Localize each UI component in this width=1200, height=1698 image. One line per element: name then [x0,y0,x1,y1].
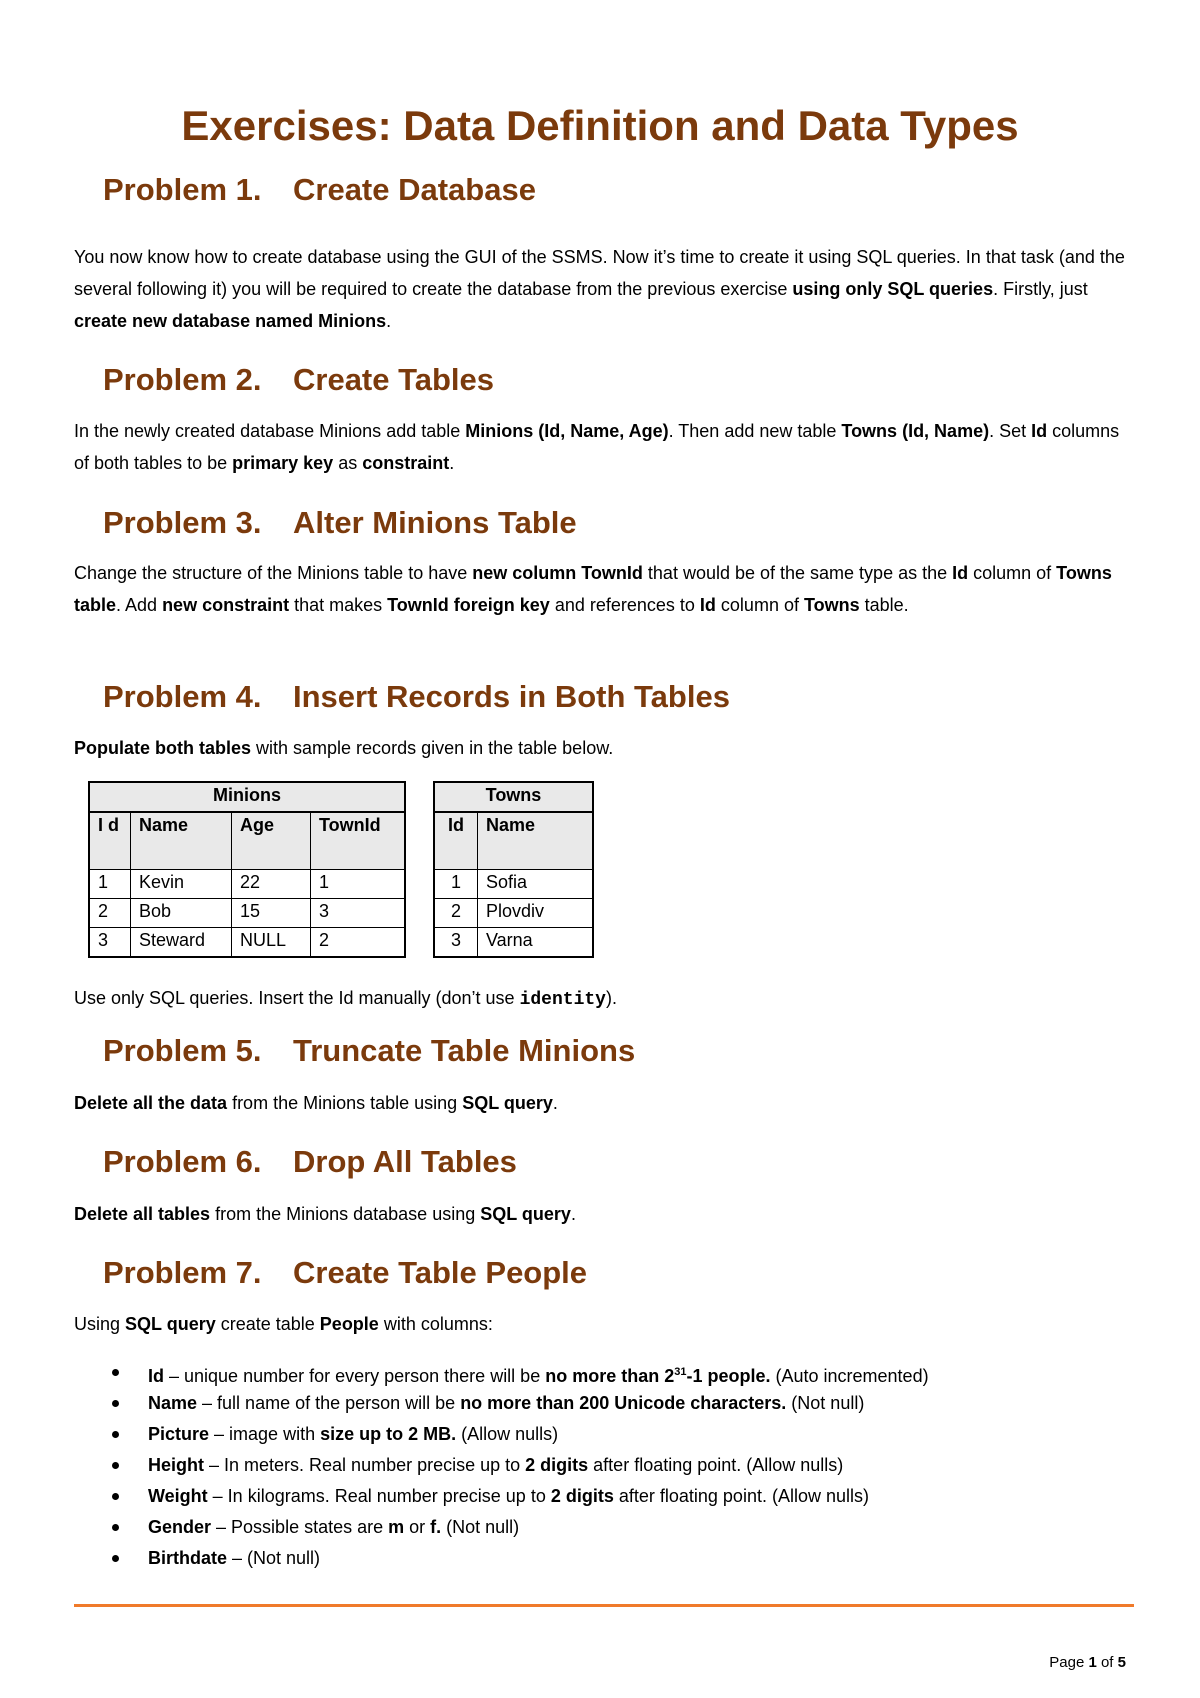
text: – (Not null) [227,1548,321,1568]
text-bold: no more than 200 Unicode characters. [460,1393,787,1413]
table-row [89,870,405,899]
text-bold: Minions (Id, Name, Age) [465,421,669,441]
text: (Not null) [786,1393,865,1413]
text-bold: Towns [803,595,860,615]
text: (Auto incremented) [770,1366,929,1386]
table-row [434,870,593,899]
text-bold: Id [699,595,716,615]
table-cell: 3 [89,928,131,958]
text: – full name of the person will be [197,1393,461,1413]
table-cell: 2 [311,928,406,958]
column-header: TownId [311,812,406,870]
list-item [104,1543,1164,1574]
problem-number: Problem 7. [103,1255,262,1290]
people-columns-list [104,1357,1164,1574]
text-bold: -1 people. [686,1366,771,1386]
page-number [1049,1654,1126,1671]
list-item [104,1419,1164,1450]
text-bold: SQL query [480,1204,571,1224]
text: Using [74,1314,126,1334]
table-cell: 1 [89,870,131,899]
problem-7-heading [103,1255,587,1291]
text: that would be of the same type as the [642,563,953,583]
problem-3-heading [103,505,577,541]
text: – In meters. Real number precise up to [204,1455,526,1475]
problem-6-text [74,1198,1134,1230]
superscript: 31 [674,1366,687,1378]
bullet-icon [112,1555,119,1562]
table-caption: Towns [434,782,593,812]
towns-table [433,781,594,958]
list-item [104,1388,1164,1419]
text: after floating point. (Allow nulls) [588,1455,844,1475]
column-header: Id [434,812,478,870]
text: . Firstly, just [993,279,1088,299]
column-name: Weight [148,1486,208,1506]
text: – Possible states are [211,1517,389,1537]
table-caption: Minions [89,782,405,812]
text-bold: Delete all the data [74,1093,228,1113]
document-title: Exercises: Data Definition and Data Types [181,102,1019,149]
text: In the newly created database Minions add table [74,421,466,441]
column-header: Age [232,812,311,870]
text-bold: Delete all tables [74,1204,211,1224]
column-name: Gender [148,1517,212,1537]
column-name: Id [148,1366,164,1386]
text-bold: m [388,1517,405,1537]
table-cell: 2 [434,899,478,928]
bullet-icon [112,1462,119,1469]
problem-1-heading [103,172,536,208]
table-cell: 22 [232,870,311,899]
bullet-icon [112,1493,119,1500]
problem-number: Problem 5. [103,1033,262,1068]
text: . [386,311,392,331]
text: – unique number for every person there will be [164,1366,546,1386]
problem-name: Create Table People [293,1255,588,1290]
problem-2-text [74,415,1134,479]
footer-divider [74,1604,1134,1607]
table-row [434,928,593,958]
text-bold: 2 digits [525,1455,589,1475]
problem-name: Create Database [293,172,536,207]
table-cell: Kevin [131,870,232,899]
column-header: Name [478,812,594,870]
text: as [333,453,363,473]
text: You now know how to create database using the GUI of the SSMS. Now it’s time to create it using SQL queries. In that task (and the several following it) you will be required to create the database from the previous exercise [74,247,1125,299]
list-item [104,1357,1164,1388]
problem-6-heading [103,1144,517,1180]
text: Use only SQL queries. Insert the Id manually (don’t use [74,988,520,1008]
table-cell: 3 [434,928,478,958]
problem-number: Problem 1. [103,172,262,207]
bullet-icon [112,1369,119,1376]
text: table. [859,595,909,615]
list-item [104,1512,1164,1543]
problem-3-text [74,557,1134,621]
text: . [570,1204,576,1224]
table-cell: Varna [478,928,594,958]
column-name: Height [148,1455,204,1475]
column-name: Picture [148,1424,210,1444]
text-bold: TownId foreign key [387,595,550,615]
text-bold: create new database named Minions [74,311,387,331]
text-bold: new constraint [162,595,290,615]
text: (Not null) [441,1517,520,1537]
list-item [104,1481,1164,1512]
text: that makes [289,595,388,615]
column-header: Name [131,812,232,870]
problem-name: Drop All Tables [293,1144,517,1179]
text: (Allow nulls) [456,1424,559,1444]
text: with columns: [378,1314,493,1334]
text-bold: People [319,1314,379,1334]
problem-7-text [74,1308,1134,1340]
table-cell: 1 [311,870,406,899]
text-bold: SQL query [462,1093,553,1113]
text: – In kilograms. Real number precise up to [207,1486,551,1506]
text: with sample records given in the table below. [251,738,614,758]
text: column of [968,563,1057,583]
text-bold: SQL query [125,1314,216,1334]
text: . [552,1093,558,1113]
text: Change the structure of the Minions table to have [74,563,473,583]
text: . Add [116,595,163,615]
text: ). [605,988,617,1008]
text-bold: Towns (Id, Name) [841,421,990,441]
problem-1-text [74,241,1134,337]
table-cell: Bob [131,899,232,928]
table-cell: 3 [311,899,406,928]
table-cell: 1 [434,870,478,899]
table-cell: 2 [89,899,131,928]
text: . Set [989,421,1032,441]
text: . [449,453,455,473]
text-bold: no more than 2 [545,1366,675,1386]
table-cell: 15 [232,899,311,928]
text: . Then add new table [668,421,842,441]
table-row [89,899,405,928]
text-bold: using only SQL queries [792,279,994,299]
text-bold: constraint [362,453,450,473]
problem-2-heading [103,362,494,398]
list-item [104,1450,1164,1481]
minions-table [88,781,406,958]
text-bold: Towns table [74,563,1112,615]
problem-number: Problem 2. [103,362,262,397]
problem-name: Insert Records in Both Tables [293,679,730,714]
text: create table [215,1314,320,1334]
column-header: I d [89,812,131,870]
text-bold: Populate both tables [74,738,252,758]
text-bold: 2 digits [550,1486,614,1506]
problem-4-note [74,982,1134,1016]
text-bold: primary key [232,453,334,473]
problem-number: Problem 4. [103,679,262,714]
problem-name: Truncate Table Minions [293,1033,636,1068]
text-bold: size up to 2 MB. [320,1424,457,1444]
table-cell: NULL [232,928,311,958]
current-page: 1 [1088,1654,1097,1671]
table-cell: Sofia [478,870,594,899]
text: from the Minions database using [210,1204,481,1224]
text: from the Minions table using [227,1093,463,1113]
problem-name: Create Tables [293,362,495,397]
text: Page [1049,1654,1089,1671]
text-bold: Id [952,563,969,583]
text: and references to [549,595,700,615]
problem-number: Problem 6. [103,1144,262,1179]
problem-number: Problem 3. [103,505,262,540]
text: after floating point. (Allow nulls) [613,1486,869,1506]
table-cell: Steward [131,928,232,958]
problem-4-text [74,732,1134,764]
problem-name: Alter Minions Table [293,505,577,540]
text-bold: Id [1031,421,1048,441]
problem-5-heading [103,1033,635,1069]
problem-4-heading [103,679,730,715]
text: column of [715,595,804,615]
text-bold: new column TownId [472,563,643,583]
text: columns of both tables to be [74,421,1120,473]
bullet-icon [112,1431,119,1438]
code-keyword: identity [519,990,606,1010]
column-name: Name [148,1393,198,1413]
text: – image with [209,1424,321,1444]
bullet-icon [112,1524,119,1531]
text: or [404,1517,431,1537]
text: of [1096,1654,1118,1671]
total-pages: 5 [1117,1654,1126,1671]
column-name: Birthdate [148,1548,228,1568]
table-row [434,899,593,928]
text-bold: f. [430,1517,442,1537]
table-cell: Plovdiv [478,899,594,928]
problem-5-text [74,1087,1134,1119]
table-row [89,928,405,958]
bullet-icon [112,1400,119,1407]
